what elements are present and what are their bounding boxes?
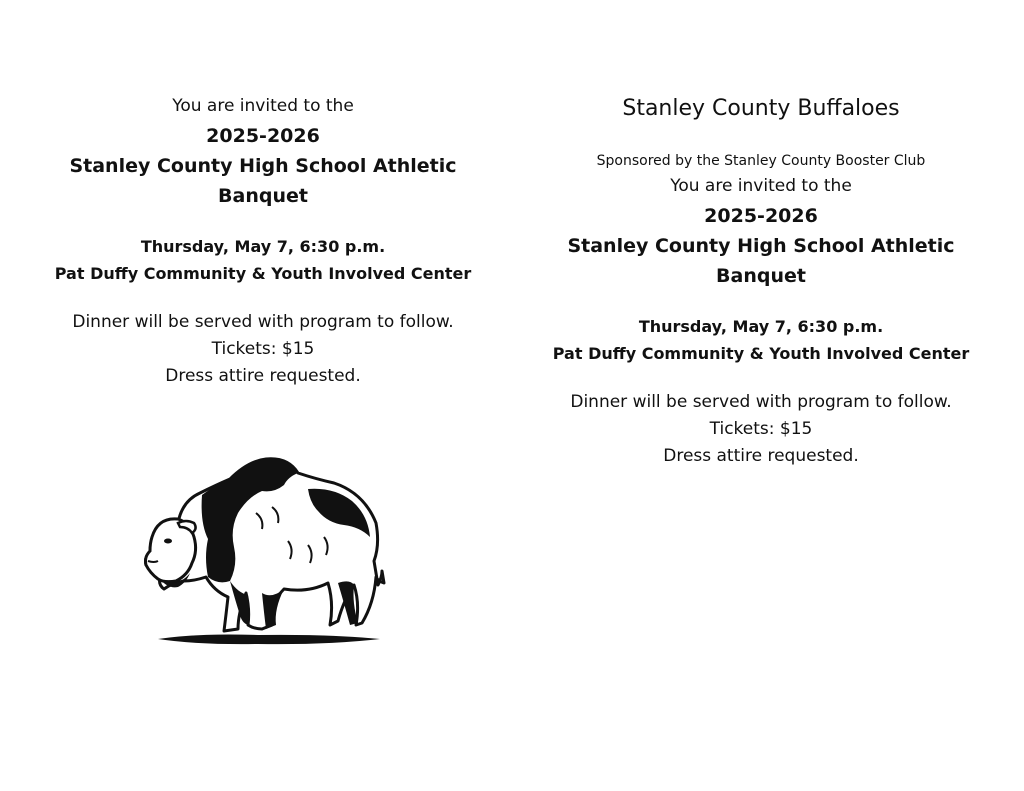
event-year: 2025-2026 [704, 205, 818, 227]
event-date-time: Thursday, May 7, 6:30 p.m. [140, 237, 386, 256]
event-venue: Pat Duffy Community & Youth Involved Center [552, 344, 970, 363]
event-year: 2025-2026 [206, 125, 320, 147]
attire-note: Dress attire requested. [663, 446, 859, 466]
event-title-line1: Stanley County High School Athletic [567, 235, 955, 257]
ticket-price: Tickets: $15 [709, 419, 813, 439]
left-panel [30, 92, 496, 390]
ticket-price: Tickets: $15 [211, 339, 315, 359]
invite-line: You are invited to the [172, 96, 354, 116]
dinner-note: Dinner will be served with program to follow. [72, 312, 454, 332]
event-title-line1: Stanley County High School Athletic [69, 155, 457, 177]
event-venue: Pat Duffy Community & Youth Involved Center [54, 264, 472, 283]
invite-line: You are invited to the [670, 176, 852, 196]
team-heading: Stanley County Buffaloes [622, 96, 900, 121]
attire-note: Dress attire requested. [165, 366, 361, 386]
right-panel [528, 94, 994, 470]
event-title-line2: Banquet [716, 265, 806, 287]
bison-icon [138, 453, 388, 648]
sponsor-line: Sponsored by the Stanley County Booster Club [596, 153, 926, 169]
event-date-time: Thursday, May 7, 6:30 p.m. [638, 317, 884, 336]
dinner-note: Dinner will be served with program to follow. [570, 392, 952, 412]
event-title-line2: Banquet [218, 185, 308, 207]
